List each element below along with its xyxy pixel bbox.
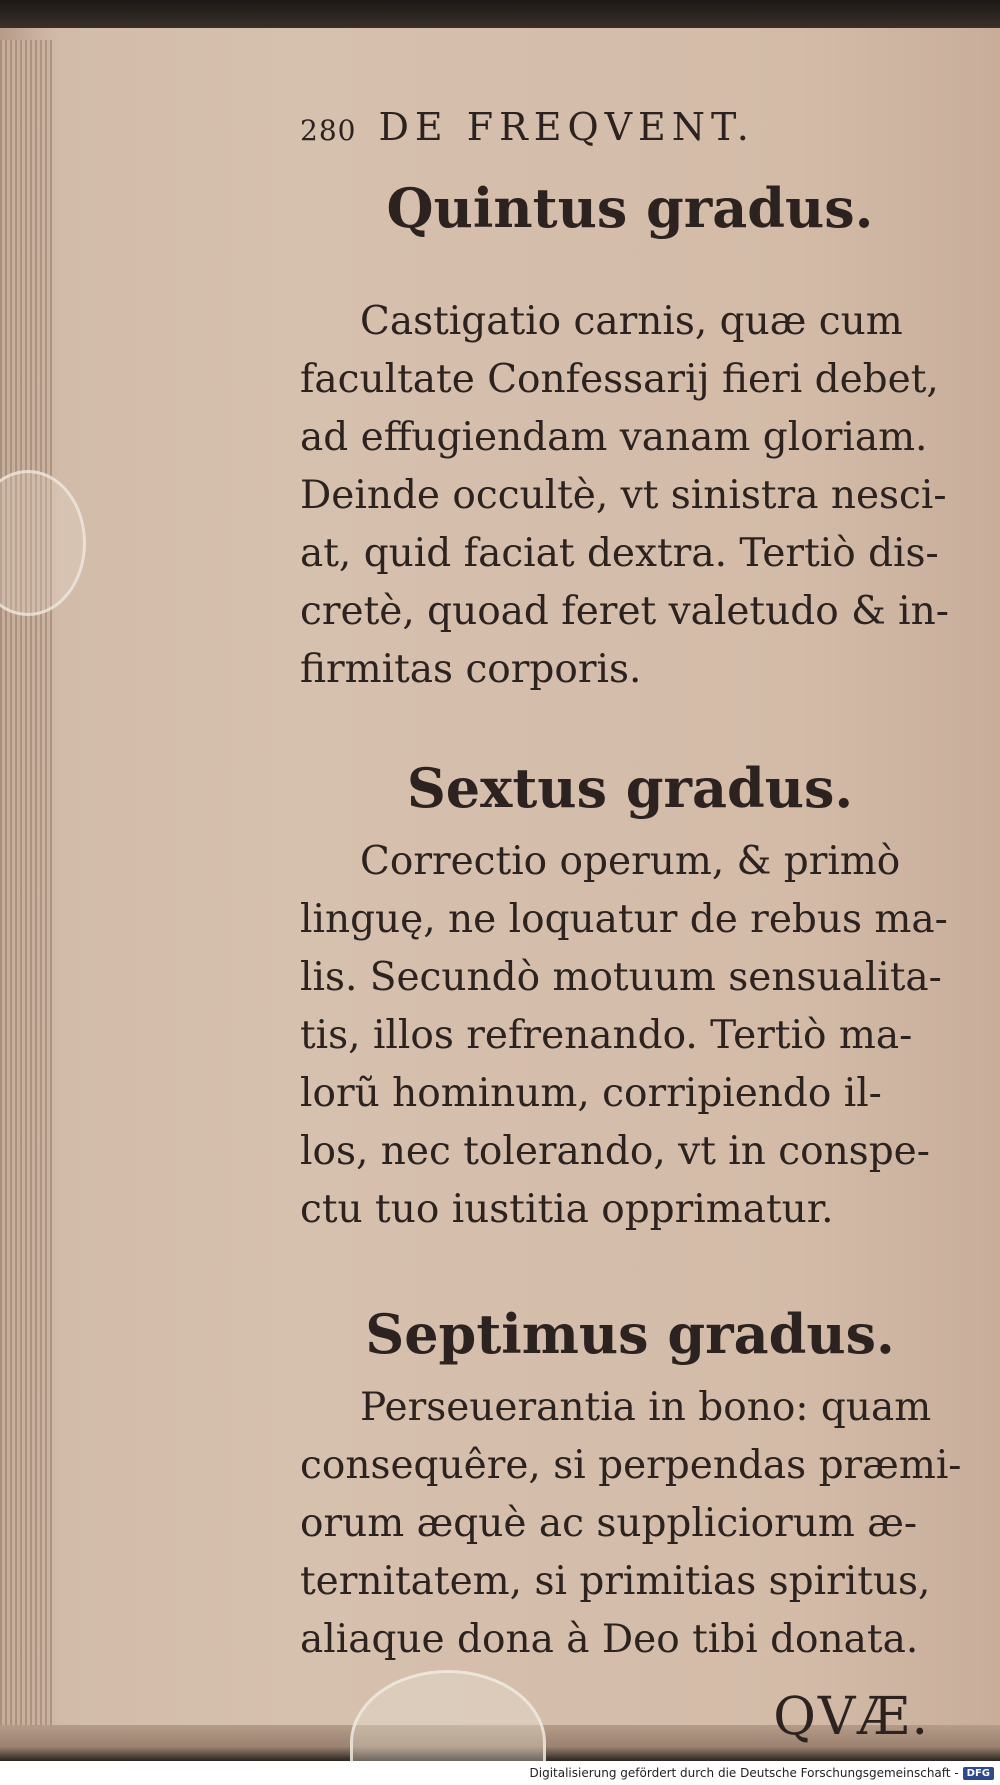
page-stack-edges xyxy=(0,40,52,1740)
page-number: 280 xyxy=(300,114,357,147)
text-line: firmitas corporis. xyxy=(300,647,642,692)
text-line: lorũ hominum, corripiendo il- xyxy=(300,1071,882,1116)
text-line: Perseuerantia in bono: quam xyxy=(360,1385,932,1430)
text-line: lis. Secundò motuum sensualita- xyxy=(300,955,942,1000)
section-body-sextus xyxy=(300,833,960,1239)
section-body-septimus xyxy=(300,1379,960,1669)
text-line: los, nec tolerando, vt in conspe- xyxy=(300,1129,930,1174)
section-heading-quintus: Quintus gradus. xyxy=(386,176,874,240)
text-line: Castigatio carnis, quæ cum xyxy=(360,299,903,344)
section-heading-septimus: Septimus gradus. xyxy=(365,1302,895,1366)
text-line: Correctio operum, & primò xyxy=(360,839,901,884)
text-line: facultate Confessarij fieri debet, xyxy=(300,357,939,402)
text-line: ctu tuo iustitia opprimatur. xyxy=(300,1187,834,1232)
text-line: cretè, quoad feret valetudo & in- xyxy=(300,589,949,634)
funding-credit: Digitalisierung gefördert durch die Deutsche Forschungsgemeinschaft - xyxy=(529,1766,959,1780)
text-line: aliaque dona à Deo tibi donata. xyxy=(300,1617,919,1662)
running-head xyxy=(300,105,960,153)
text-line: at, quid faciat dextra. Tertiò dis- xyxy=(300,531,939,576)
dfg-logo-icon: DFG xyxy=(963,1767,994,1780)
page-text xyxy=(300,105,960,1747)
section-heading-sextus: Sextus gradus. xyxy=(406,756,854,820)
text-line: linguę, ne loquatur de rebus ma- xyxy=(300,897,948,942)
running-title: DE FREQVENT. xyxy=(378,105,755,149)
text-line: consequêre, si perpendas præmi- xyxy=(300,1443,962,1488)
text-line: orum æquè ac suppliciorum æ- xyxy=(300,1501,918,1546)
digitization-footer xyxy=(0,1761,1000,1785)
text-line: Deinde occultè, vt sinistra nesci- xyxy=(300,473,947,518)
section-body-quintus xyxy=(300,293,960,699)
catchword: QVÆ. xyxy=(773,1687,930,1747)
text-line: ad effugiendam vanam gloriam. xyxy=(300,415,928,460)
text-line: tis, illos refrenando. Tertiò ma- xyxy=(300,1013,913,1058)
text-line: ternitatem, si primitias spiritus, xyxy=(300,1559,931,1604)
